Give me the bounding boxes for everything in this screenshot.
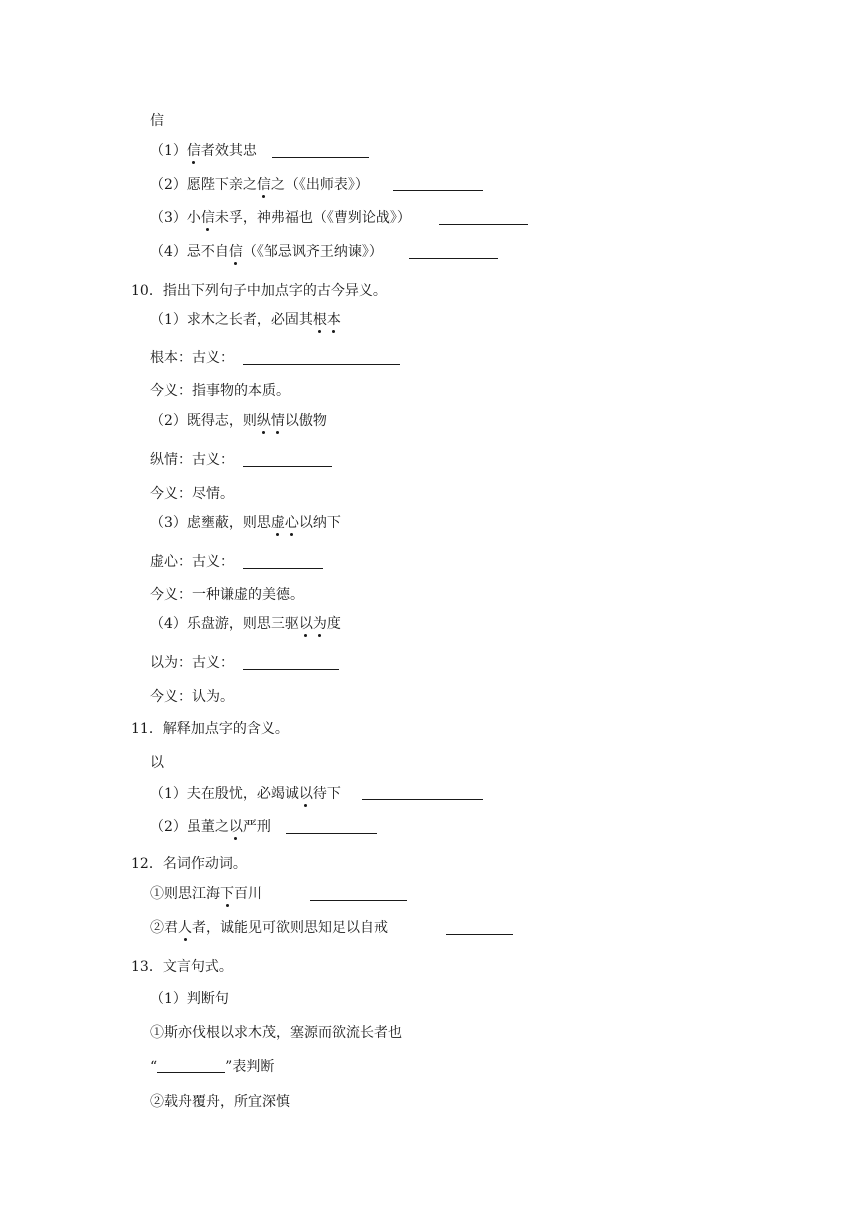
q13-subtitle: （1）判断句	[150, 991, 229, 1007]
q10-gu-3: 虚心：古义：	[150, 554, 234, 570]
q11-answer-1[interactable]	[362, 799, 483, 800]
q13-sentence-2: ②载舟覆舟，所宜深慎	[150, 1094, 290, 1110]
q9-item-2: （2）愿陛下亲之信之（《出师表》）	[150, 177, 369, 193]
q10-gu-2: 纵情：古义：	[150, 452, 234, 468]
q10-sentence-3: （3）虑壅蔽，则思虚心以纳下	[150, 515, 341, 531]
q9-answer-4[interactable]	[409, 258, 498, 259]
q10-jin-3: 今义：一种谦虚的美德。	[150, 587, 304, 603]
q13-title: 13．文言句式。	[131, 959, 233, 975]
q12-answer-1[interactable]	[310, 900, 407, 901]
q10-answer-4[interactable]	[243, 669, 339, 670]
q10-answer-2[interactable]	[243, 466, 332, 467]
q13-sentence-1: ①斯亦伐根以求木茂，塞源而欲流长者也	[150, 1025, 402, 1041]
q10-sentence-4: （4）乐盘游，则思三驱以为度	[150, 616, 341, 632]
q12-answer-2[interactable]	[446, 934, 513, 935]
q11-word: 以	[150, 755, 164, 771]
q10-jin-1: 今义：指事物的本质。	[150, 383, 290, 399]
q9-item-1: （1）信者效其忠	[150, 143, 257, 159]
q12-item-1: ①则思江海下百川	[150, 886, 262, 902]
q9-word: 信	[150, 113, 164, 129]
q11-item-2: （2）虽董之以严刑	[150, 819, 271, 835]
q9-answer-2[interactable]	[393, 190, 483, 191]
q12-title: 12．名词作动词。	[131, 856, 247, 872]
q10-jin-2: 今义：尽情。	[150, 486, 234, 502]
q10-gu-4: 以为：古义：	[150, 655, 234, 671]
q10-answer-3[interactable]	[243, 568, 323, 569]
q10-title: 10．指出下列句子中加点字的古今异义。	[131, 283, 387, 299]
q12-item-2: ②君人者，诚能见可欲则思知足以自戒	[150, 920, 388, 936]
q11-title: 11．解释加点字的含义。	[131, 721, 289, 737]
q10-sentence-1: （1）求木之长者，必固其根本	[150, 312, 341, 328]
q13-judgement-line: “ ”表判断	[150, 1059, 275, 1075]
q9-answer-3[interactable]	[439, 224, 528, 225]
q11-answer-2[interactable]	[286, 833, 377, 834]
q10-jin-4: 今义：认为。	[150, 689, 234, 705]
q10-answer-1[interactable]	[243, 364, 400, 365]
q13-answer-1[interactable]	[157, 1058, 225, 1073]
q10-gu-1: 根本：古义：	[150, 350, 234, 366]
q9-answer-1[interactable]	[272, 157, 369, 158]
q11-item-1: （1）夫在殷忧，必竭诚以待下	[150, 786, 341, 802]
q10-sentence-2: （2）既得志，则纵情以傲物	[150, 413, 327, 429]
q9-item-4: （4）忌不自信（《邹忌讽齐王纳谏》）	[150, 244, 383, 260]
q9-item-3: （3）小信未孚，神弗福也（《曹刿论战》）	[150, 210, 411, 226]
